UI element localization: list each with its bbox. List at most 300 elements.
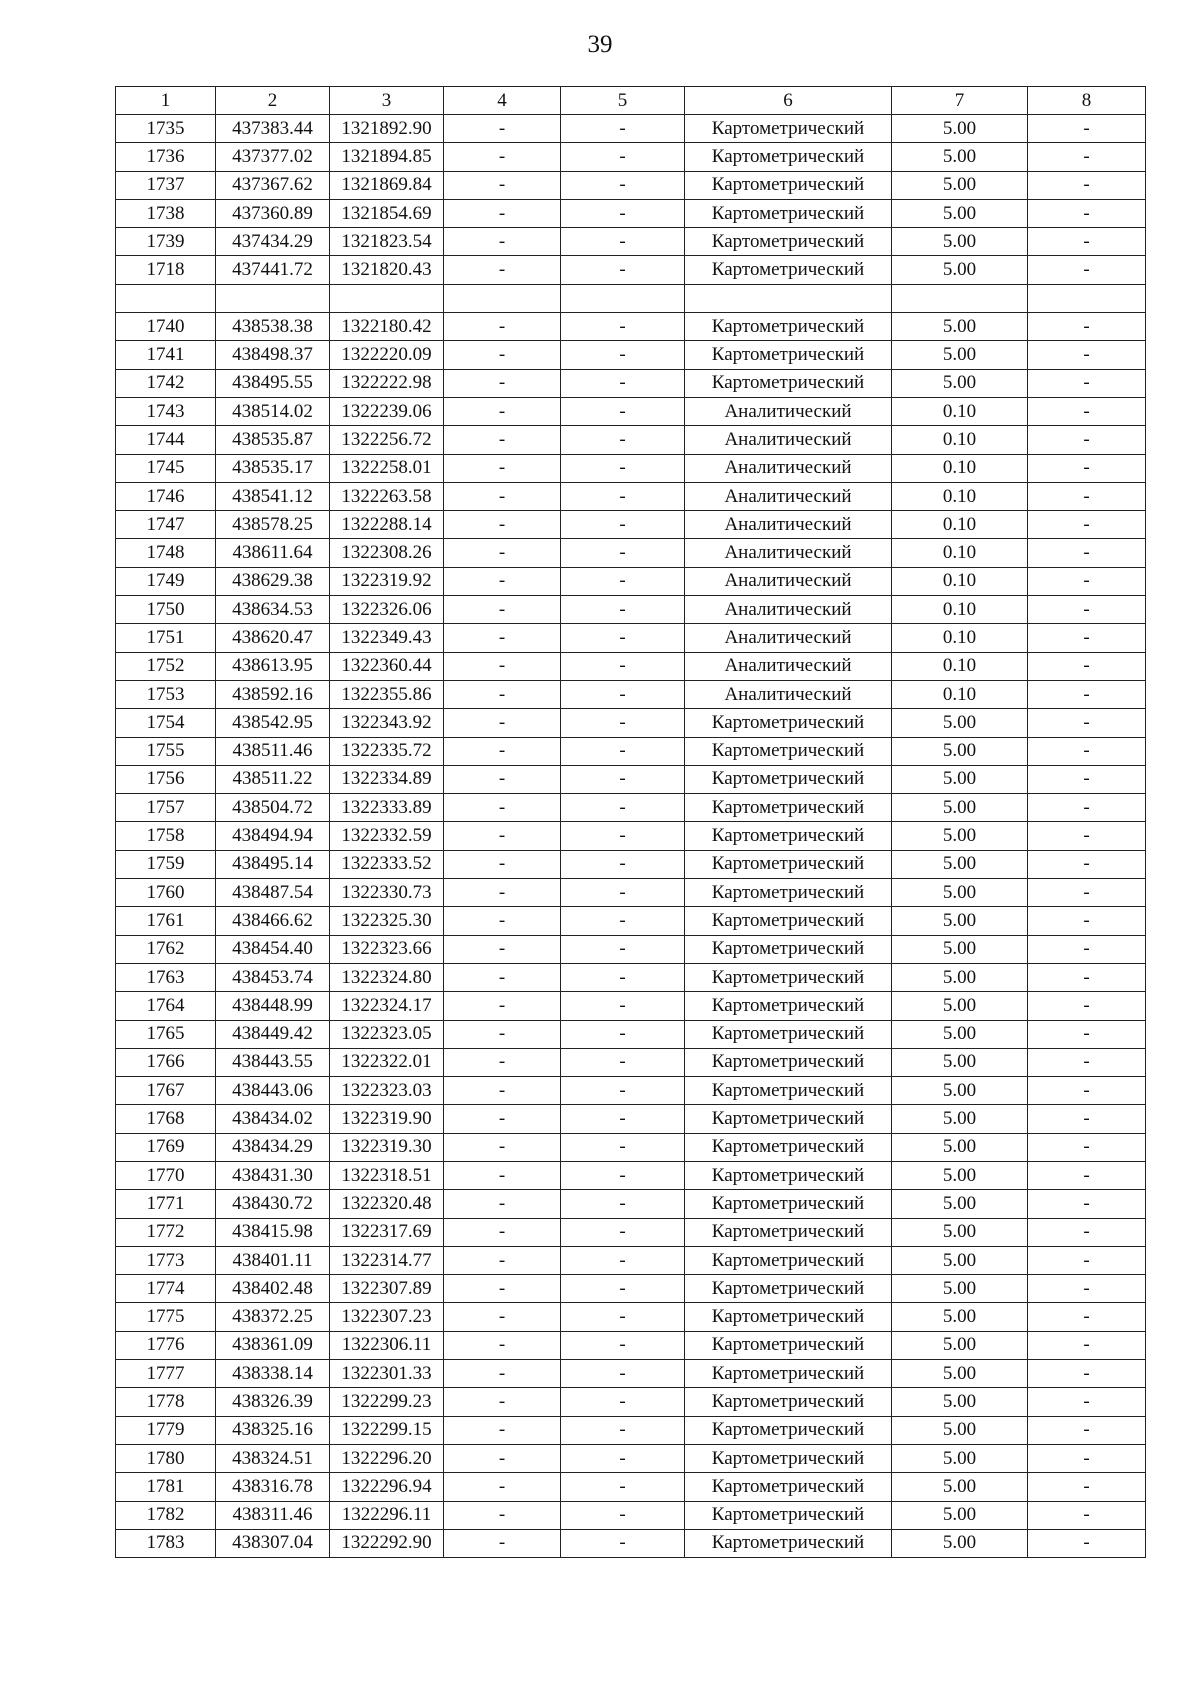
point-number-cell: 1750 xyxy=(116,596,216,624)
accuracy-cell: 5.00 xyxy=(892,794,1028,822)
table-row xyxy=(116,1048,1146,1076)
point-number-cell: 1764 xyxy=(116,992,216,1020)
column-8-cell: - xyxy=(1028,1444,1146,1472)
column-5-cell: - xyxy=(561,1077,685,1105)
column-5-cell: - xyxy=(561,907,685,935)
accuracy-cell: 5.00 xyxy=(892,1190,1028,1218)
column-5-cell: - xyxy=(561,228,685,256)
column-8-cell: - xyxy=(1028,1246,1146,1274)
accuracy-cell: 5.00 xyxy=(892,1529,1028,1557)
table-row xyxy=(116,1275,1146,1303)
accuracy-cell: 0.10 xyxy=(892,680,1028,708)
table-row xyxy=(116,313,1146,341)
y-coordinate-cell: 1322320.48 xyxy=(330,1190,444,1218)
column-8-cell: - xyxy=(1028,397,1146,425)
table-row xyxy=(116,1529,1146,1557)
table-row xyxy=(116,652,1146,680)
column-5-cell: - xyxy=(561,143,685,171)
method-cell: Картометрический xyxy=(685,1529,892,1557)
column-5-cell: - xyxy=(561,879,685,907)
method-cell: Картометрический xyxy=(685,850,892,878)
column-5-cell: - xyxy=(561,482,685,510)
point-number-cell: 1782 xyxy=(116,1501,216,1529)
point-number-cell: 1775 xyxy=(116,1303,216,1331)
y-coordinate-cell: 1322296.20 xyxy=(330,1444,444,1472)
accuracy-cell: 0.10 xyxy=(892,454,1028,482)
method-cell: Картометрический xyxy=(685,313,892,341)
method-cell: Картометрический xyxy=(685,822,892,850)
accuracy-cell: 0.10 xyxy=(892,426,1028,454)
x-coordinate-cell: 438578.25 xyxy=(216,511,330,539)
table-row xyxy=(116,963,1146,991)
column-8-cell: - xyxy=(1028,256,1146,284)
column-5-cell: - xyxy=(561,1246,685,1274)
point-number-cell: 1777 xyxy=(116,1360,216,1388)
x-coordinate-cell: 438361.09 xyxy=(216,1331,330,1359)
y-coordinate-cell: 1322239.06 xyxy=(330,397,444,425)
y-coordinate-cell: 1322263.58 xyxy=(330,482,444,510)
page-number: 39 xyxy=(587,31,613,58)
accuracy-cell: 5.00 xyxy=(892,879,1028,907)
accuracy-cell: 5.00 xyxy=(892,907,1028,935)
table-row xyxy=(116,511,1146,539)
column-8-cell: - xyxy=(1028,765,1146,793)
point-number-cell: 1749 xyxy=(116,567,216,595)
point-number-cell: 1740 xyxy=(116,313,216,341)
x-coordinate-cell: 438434.02 xyxy=(216,1105,330,1133)
y-coordinate-cell: 1321894.85 xyxy=(330,143,444,171)
column-8-cell: - xyxy=(1028,313,1146,341)
column-4-cell: - xyxy=(444,171,561,199)
column-4-cell: - xyxy=(444,1331,561,1359)
accuracy-cell: 5.00 xyxy=(892,1048,1028,1076)
point-number-cell: 1742 xyxy=(116,369,216,397)
accuracy-cell: 5.00 xyxy=(892,256,1028,284)
y-coordinate-cell: 1322323.03 xyxy=(330,1077,444,1105)
x-coordinate-cell: 437383.44 xyxy=(216,115,330,143)
y-coordinate-cell: 1322324.17 xyxy=(330,992,444,1020)
table-row xyxy=(116,1501,1146,1529)
y-coordinate-cell: 1322349.43 xyxy=(330,624,444,652)
column-5-cell: - xyxy=(561,963,685,991)
column-5-cell: - xyxy=(561,511,685,539)
y-coordinate-cell: 1322307.23 xyxy=(330,1303,444,1331)
point-number-cell: 1755 xyxy=(116,737,216,765)
x-coordinate-cell: 438629.38 xyxy=(216,567,330,595)
column-5-cell: - xyxy=(561,794,685,822)
table-row xyxy=(116,794,1146,822)
column-8-cell: - xyxy=(1028,115,1146,143)
table-row xyxy=(116,1133,1146,1161)
column-4-cell: - xyxy=(444,1077,561,1105)
column-8-cell: - xyxy=(1028,652,1146,680)
column-5-cell: - xyxy=(561,1331,685,1359)
point-number-cell: 1738 xyxy=(116,199,216,227)
column-5-cell: - xyxy=(561,1190,685,1218)
table-row xyxy=(116,426,1146,454)
column-4-cell: - xyxy=(444,1133,561,1161)
y-coordinate-cell: 1321820.43 xyxy=(330,256,444,284)
point-number-cell: 1762 xyxy=(116,935,216,963)
x-coordinate-cell: 438494.94 xyxy=(216,822,330,850)
column-8-cell: - xyxy=(1028,567,1146,595)
column-4-cell: - xyxy=(444,963,561,991)
column-4-cell: - xyxy=(444,879,561,907)
column-4-cell: - xyxy=(444,341,561,369)
table-row xyxy=(116,171,1146,199)
x-coordinate-cell: 438431.30 xyxy=(216,1161,330,1189)
column-4-cell: - xyxy=(444,1473,561,1501)
column-8-cell: - xyxy=(1028,1020,1146,1048)
column-4-cell: - xyxy=(444,482,561,510)
accuracy-cell: 0.10 xyxy=(892,482,1028,510)
x-coordinate-cell: 438634.53 xyxy=(216,596,330,624)
column-8-cell: - xyxy=(1028,596,1146,624)
method-cell: Аналитический xyxy=(685,539,892,567)
column-4-cell: - xyxy=(444,567,561,595)
column-5-cell: - xyxy=(561,341,685,369)
column-8-cell: - xyxy=(1028,680,1146,708)
column-5-cell: - xyxy=(561,1105,685,1133)
table-row xyxy=(116,115,1146,143)
accuracy-cell: 0.10 xyxy=(892,652,1028,680)
point-number-cell: 1778 xyxy=(116,1388,216,1416)
x-coordinate-cell: 438402.48 xyxy=(216,1275,330,1303)
accuracy-cell: 5.00 xyxy=(892,228,1028,256)
point-number-cell: 1737 xyxy=(116,171,216,199)
accuracy-cell: 5.00 xyxy=(892,369,1028,397)
point-number-cell: 1741 xyxy=(116,341,216,369)
y-coordinate-cell: 1322256.72 xyxy=(330,426,444,454)
method-cell: Аналитический xyxy=(685,397,892,425)
point-number-cell: 1754 xyxy=(116,709,216,737)
point-number-cell: 1748 xyxy=(116,539,216,567)
column-4-cell: - xyxy=(444,1020,561,1048)
column-8-cell: - xyxy=(1028,454,1146,482)
method-cell: Картометрический xyxy=(685,963,892,991)
table-row xyxy=(116,1246,1146,1274)
column-header: 3 xyxy=(330,87,444,115)
point-number-cell: 1781 xyxy=(116,1473,216,1501)
accuracy-cell: 5.00 xyxy=(892,850,1028,878)
y-coordinate-cell: 1322326.06 xyxy=(330,596,444,624)
column-5-cell: - xyxy=(561,680,685,708)
x-coordinate-cell: 438611.64 xyxy=(216,539,330,567)
column-header: 8 xyxy=(1028,87,1146,115)
accuracy-cell: 0.10 xyxy=(892,596,1028,624)
column-5-cell: - xyxy=(561,1275,685,1303)
column-8-cell: - xyxy=(1028,1218,1146,1246)
method-cell: Картометрический xyxy=(685,709,892,737)
method-cell: Картометрический xyxy=(685,115,892,143)
accuracy-cell: 5.00 xyxy=(892,1161,1028,1189)
table-row xyxy=(116,1190,1146,1218)
column-8-cell xyxy=(1028,284,1146,312)
table-row xyxy=(116,341,1146,369)
accuracy-cell: 5.00 xyxy=(892,765,1028,793)
table-row xyxy=(116,482,1146,510)
accuracy-cell: 0.10 xyxy=(892,539,1028,567)
column-5-cell: - xyxy=(561,1048,685,1076)
x-coordinate-cell: 437434.29 xyxy=(216,228,330,256)
method-cell: Картометрический xyxy=(685,1161,892,1189)
method-cell: Картометрический xyxy=(685,794,892,822)
column-header: 6 xyxy=(685,87,892,115)
point-number-cell: 1736 xyxy=(116,143,216,171)
column-8-cell: - xyxy=(1028,539,1146,567)
point-number-cell: 1763 xyxy=(116,963,216,991)
accuracy-cell: 5.00 xyxy=(892,1105,1028,1133)
y-coordinate-cell: 1322332.59 xyxy=(330,822,444,850)
x-coordinate-cell: 438620.47 xyxy=(216,624,330,652)
point-number-cell: 1768 xyxy=(116,1105,216,1133)
x-coordinate-cell: 438324.51 xyxy=(216,1444,330,1472)
y-coordinate-cell: 1322292.90 xyxy=(330,1529,444,1557)
method-cell: Картометрический xyxy=(685,1246,892,1274)
point-number-cell: 1735 xyxy=(116,115,216,143)
column-4-cell: - xyxy=(444,935,561,963)
x-coordinate-cell: 438538.38 xyxy=(216,313,330,341)
y-coordinate-cell: 1322306.11 xyxy=(330,1331,444,1359)
accuracy-cell: 0.10 xyxy=(892,511,1028,539)
method-cell: Аналитический xyxy=(685,596,892,624)
accuracy-cell: 5.00 xyxy=(892,1416,1028,1444)
method-cell: Аналитический xyxy=(685,454,892,482)
y-coordinate-cell: 1321823.54 xyxy=(330,228,444,256)
y-coordinate-cell: 1321869.84 xyxy=(330,171,444,199)
column-5-cell: - xyxy=(561,199,685,227)
column-8-cell: - xyxy=(1028,907,1146,935)
column-4-cell: - xyxy=(444,1161,561,1189)
column-8-cell: - xyxy=(1028,1388,1146,1416)
point-number-cell: 1759 xyxy=(116,850,216,878)
column-4-cell: - xyxy=(444,454,561,482)
point-number-cell: 1783 xyxy=(116,1529,216,1557)
method-cell: Картометрический xyxy=(685,1105,892,1133)
column-5-cell: - xyxy=(561,539,685,567)
column-5-cell: - xyxy=(561,992,685,1020)
method-cell: Картометрический xyxy=(685,907,892,935)
column-8-cell: - xyxy=(1028,171,1146,199)
column-5-cell: - xyxy=(561,115,685,143)
column-4-cell: - xyxy=(444,426,561,454)
y-coordinate-cell: 1322319.90 xyxy=(330,1105,444,1133)
column-4-cell: - xyxy=(444,1501,561,1529)
column-8-cell: - xyxy=(1028,1077,1146,1105)
column-8-cell: - xyxy=(1028,1161,1146,1189)
x-coordinate-cell: 438535.17 xyxy=(216,454,330,482)
column-5-cell: - xyxy=(561,850,685,878)
column-4-cell: - xyxy=(444,822,561,850)
column-8-cell: - xyxy=(1028,228,1146,256)
point-number-cell: 1760 xyxy=(116,879,216,907)
accuracy-cell: 5.00 xyxy=(892,1246,1028,1274)
column-4-cell: - xyxy=(444,1388,561,1416)
x-coordinate-cell: 438338.14 xyxy=(216,1360,330,1388)
method-cell: Картометрический xyxy=(685,369,892,397)
x-coordinate-cell: 438504.72 xyxy=(216,794,330,822)
accuracy-cell: 5.00 xyxy=(892,115,1028,143)
column-5-cell: - xyxy=(561,1529,685,1557)
x-coordinate-cell: 438495.14 xyxy=(216,850,330,878)
column-5-cell: - xyxy=(561,1133,685,1161)
x-coordinate-cell xyxy=(216,284,330,312)
x-coordinate-cell: 438466.62 xyxy=(216,907,330,935)
accuracy-cell: 5.00 xyxy=(892,992,1028,1020)
point-number-cell: 1774 xyxy=(116,1275,216,1303)
y-coordinate-cell: 1322335.72 xyxy=(330,737,444,765)
x-coordinate-cell: 438535.87 xyxy=(216,426,330,454)
method-cell: Картометрический xyxy=(685,935,892,963)
x-coordinate-cell: 438541.12 xyxy=(216,482,330,510)
table-row xyxy=(116,1218,1146,1246)
y-coordinate-cell: 1322334.89 xyxy=(330,765,444,793)
method-cell: Картометрический xyxy=(685,765,892,793)
column-header: 2 xyxy=(216,87,330,115)
y-coordinate-cell: 1322330.73 xyxy=(330,879,444,907)
column-5-cell: - xyxy=(561,1360,685,1388)
y-coordinate-cell: 1322343.92 xyxy=(330,709,444,737)
accuracy-cell: 5.00 xyxy=(892,1218,1028,1246)
accuracy-cell: 5.00 xyxy=(892,143,1028,171)
table-row xyxy=(116,228,1146,256)
column-8-cell: - xyxy=(1028,879,1146,907)
column-4-cell: - xyxy=(444,1360,561,1388)
x-coordinate-cell: 438443.55 xyxy=(216,1048,330,1076)
column-8-cell: - xyxy=(1028,850,1146,878)
point-number-cell: 1745 xyxy=(116,454,216,482)
table-row xyxy=(116,1473,1146,1501)
column-8-cell: - xyxy=(1028,341,1146,369)
table-row xyxy=(116,680,1146,708)
column-4-cell: - xyxy=(444,1105,561,1133)
method-cell: Картометрический xyxy=(685,1444,892,1472)
column-4-cell: - xyxy=(444,369,561,397)
column-4-cell: - xyxy=(444,1190,561,1218)
column-5-cell: - xyxy=(561,1473,685,1501)
method-cell: Картометрический xyxy=(685,1360,892,1388)
column-8-cell: - xyxy=(1028,963,1146,991)
y-coordinate-cell: 1322258.01 xyxy=(330,454,444,482)
column-8-cell: - xyxy=(1028,199,1146,227)
y-coordinate-cell: 1322319.92 xyxy=(330,567,444,595)
x-coordinate-cell: 438514.02 xyxy=(216,397,330,425)
y-coordinate-cell: 1322308.26 xyxy=(330,539,444,567)
y-coordinate-cell: 1322220.09 xyxy=(330,341,444,369)
column-8-cell: - xyxy=(1028,1105,1146,1133)
point-number-cell: 1757 xyxy=(116,794,216,822)
method-cell: Аналитический xyxy=(685,426,892,454)
x-coordinate-cell: 438430.72 xyxy=(216,1190,330,1218)
column-5-cell: - xyxy=(561,652,685,680)
accuracy-cell: 5.00 xyxy=(892,1275,1028,1303)
y-coordinate-cell: 1322323.66 xyxy=(330,935,444,963)
x-coordinate-cell: 438372.25 xyxy=(216,1303,330,1331)
column-8-cell: - xyxy=(1028,1303,1146,1331)
method-cell: Аналитический xyxy=(685,624,892,652)
column-5-cell: - xyxy=(561,426,685,454)
column-4-cell: - xyxy=(444,143,561,171)
method-cell: Аналитический xyxy=(685,680,892,708)
y-coordinate-cell: 1322180.42 xyxy=(330,313,444,341)
column-8-cell: - xyxy=(1028,1501,1146,1529)
x-coordinate-cell: 438326.39 xyxy=(216,1388,330,1416)
table-row xyxy=(116,1416,1146,1444)
y-coordinate-cell: 1322296.94 xyxy=(330,1473,444,1501)
method-cell: Картометрический xyxy=(685,1218,892,1246)
table-row xyxy=(116,624,1146,652)
column-4-cell: - xyxy=(444,115,561,143)
method-cell: Картометрический xyxy=(685,171,892,199)
x-coordinate-cell: 438449.42 xyxy=(216,1020,330,1048)
column-4-cell: - xyxy=(444,228,561,256)
point-number-cell: 1769 xyxy=(116,1133,216,1161)
x-coordinate-cell: 438307.04 xyxy=(216,1529,330,1557)
y-coordinate-cell: 1322355.86 xyxy=(330,680,444,708)
point-number-cell: 1770 xyxy=(116,1161,216,1189)
column-4-cell: - xyxy=(444,1444,561,1472)
column-5-cell: - xyxy=(561,397,685,425)
column-5-cell: - xyxy=(561,1218,685,1246)
column-4-cell: - xyxy=(444,199,561,227)
x-coordinate-cell: 438453.74 xyxy=(216,963,330,991)
accuracy-cell: 5.00 xyxy=(892,1331,1028,1359)
method-cell: Картометрический xyxy=(685,1388,892,1416)
column-5-cell: - xyxy=(561,1416,685,1444)
point-number-cell: 1761 xyxy=(116,907,216,935)
method-cell: Картометрический xyxy=(685,199,892,227)
column-5-cell: - xyxy=(561,1501,685,1529)
accuracy-cell: 5.00 xyxy=(892,1444,1028,1472)
y-coordinate-cell: 1322296.11 xyxy=(330,1501,444,1529)
y-coordinate-cell: 1322307.89 xyxy=(330,1275,444,1303)
column-5-cell: - xyxy=(561,256,685,284)
column-8-cell: - xyxy=(1028,1048,1146,1076)
x-coordinate-cell: 438511.46 xyxy=(216,737,330,765)
method-cell: Картометрический xyxy=(685,143,892,171)
table-row xyxy=(116,709,1146,737)
table-row xyxy=(116,935,1146,963)
column-4-cell: - xyxy=(444,765,561,793)
column-header: 1 xyxy=(116,87,216,115)
column-4-cell: - xyxy=(444,539,561,567)
column-4-cell: - xyxy=(444,1303,561,1331)
column-4-cell: - xyxy=(444,624,561,652)
column-4-cell: - xyxy=(444,1416,561,1444)
column-8-cell: - xyxy=(1028,794,1146,822)
x-coordinate-cell: 438401.11 xyxy=(216,1246,330,1274)
accuracy-cell: 0.10 xyxy=(892,624,1028,652)
table-row xyxy=(116,1303,1146,1331)
method-cell: Картометрический xyxy=(685,1133,892,1161)
table-row xyxy=(116,454,1146,482)
method-cell: Картометрический xyxy=(685,1190,892,1218)
column-4-cell: - xyxy=(444,794,561,822)
y-coordinate-cell: 1322222.98 xyxy=(330,369,444,397)
column-5-cell: - xyxy=(561,822,685,850)
column-4-cell: - xyxy=(444,1529,561,1557)
column-5-cell: - xyxy=(561,1303,685,1331)
table-row xyxy=(116,907,1146,935)
column-header: 7 xyxy=(892,87,1028,115)
accuracy-cell: 5.00 xyxy=(892,1133,1028,1161)
point-number-cell: 1743 xyxy=(116,397,216,425)
point-number-cell: 1779 xyxy=(116,1416,216,1444)
y-coordinate-cell: 1322324.80 xyxy=(330,963,444,991)
column-4-cell xyxy=(444,284,561,312)
table-row xyxy=(116,539,1146,567)
y-coordinate-cell: 1322325.30 xyxy=(330,907,444,935)
